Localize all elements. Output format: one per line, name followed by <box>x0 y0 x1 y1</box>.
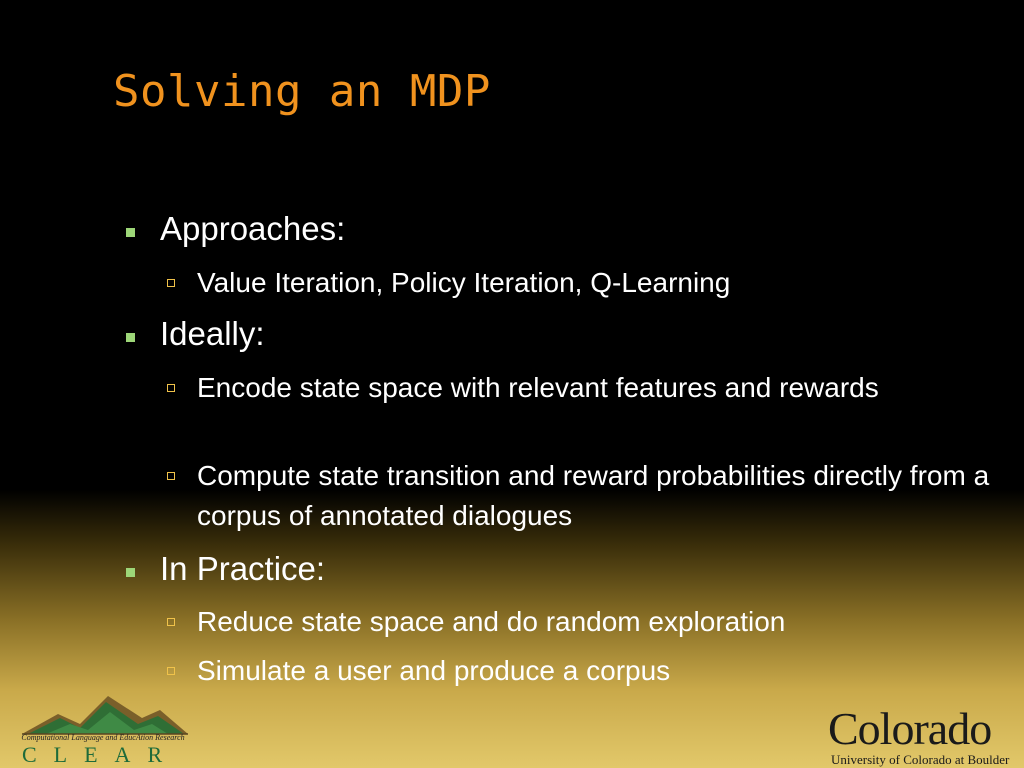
hollow-square-bullet-icon <box>167 667 175 675</box>
hollow-square-bullet-icon <box>167 618 175 626</box>
square-bullet-icon <box>126 333 135 342</box>
sub-bullet-text: Reduce state space and do random exploration <box>197 606 786 637</box>
sub-bullet-text: Simulate a user and produce a corpus <box>197 655 671 686</box>
sub-bullet-text: Compute state transition and reward probabilities directly from a corpus of annotated dialogues <box>197 460 990 531</box>
university-subtitle: University of Colorado at Boulder <box>831 752 1010 767</box>
bullet-text: Ideally: <box>160 315 265 352</box>
sub-bullet-text: Encode state space with relevant features and rewards <box>197 372 879 403</box>
clear-tagline: Computational Language and EducAtion Research <box>21 733 185 742</box>
hollow-square-bullet-icon <box>167 279 175 287</box>
square-bullet-icon <box>126 228 135 237</box>
bullet-text: In Practice: <box>160 550 326 587</box>
slide-title: Solving an MDP <box>113 66 491 117</box>
bullet-text: Approaches: <box>160 210 346 247</box>
square-bullet-icon <box>126 568 135 577</box>
university-wordmark: Colorado <box>828 703 992 754</box>
sub-bullet-text: Value Iteration, Policy Iteration, Q-Learning <box>197 267 731 298</box>
hollow-square-bullet-icon <box>167 384 175 392</box>
clear-wordmark: CLEAR <box>22 742 180 767</box>
hollow-square-bullet-icon <box>167 472 175 480</box>
